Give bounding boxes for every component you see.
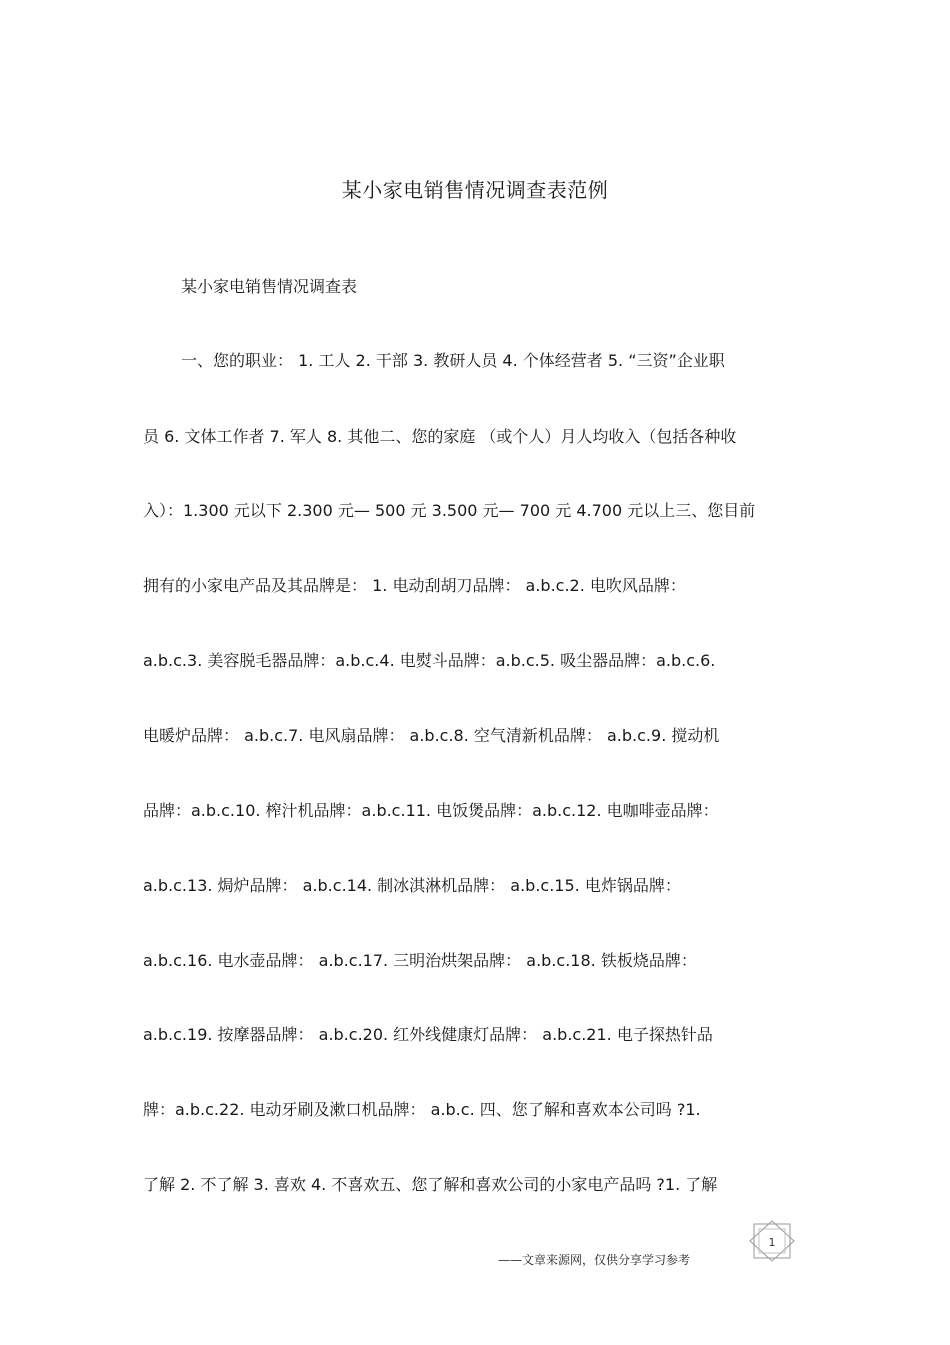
body-line-11: 牌：a.b.c.22. 电动牙刷及漱口机品牌： a.b.c. 四、您了解和喜欢本公司吗 ?1. [143,1100,701,1119]
body-line-1: 一、您的职业： 1. 工人 2. 干部 3. 教研人员 4. 个体经营者 5. “三资”企业职 [181,351,725,370]
footer-note: ——文章来源网，仅供分享学习参考 [498,1253,691,1267]
body-line-7: 品牌：a.b.c.10. 榨汁机品牌：a.b.c.11. 电饭煲品牌：a.b.c.12. 电咖啡壶品牌： [143,801,719,820]
body-line-10: a.b.c.19. 按摩器品牌： a.b.c.20. 红外线健康灯品牌： a.b.c.21. 电子探热针品 [143,1025,713,1044]
body-line-3: 入）：1.300 元以下 2.300 元— 500 元 3.500 元— 700 元 4.700 元以上三、您目前 [143,501,756,520]
body-line-4: 拥有的小家电产品及其品牌是： 1. 电动刮胡刀品牌： a.b.c.2. 电吹风品牌： [143,576,686,595]
body-line-12: 了解 2. 不了解 3. 喜欢 4. 不喜欢五、您了解和喜欢公司的小家电产品吗 ?1. 了解 [143,1175,718,1194]
document-title: 某小家电销售情况调查表范例 [341,178,609,202]
body-line-9: a.b.c.16. 电水壶品牌： a.b.c.17. 三明治烘架品牌： a.b.c.18. 铁板烧品牌： [143,951,697,970]
document-subtitle: 某小家电销售情况调查表 [181,277,358,296]
body-line-8: a.b.c.13. 焗炉品牌： a.b.c.14. 制冰淇淋机品牌： a.b.c.15. 电炸锅品牌： [143,876,681,895]
body-line-6: 电暖炉品牌： a.b.c.7. 电风扇品牌： a.b.c.8. 空气清新机品牌： a.b.c.9. 搅动机 [143,726,720,745]
page-number: 1 [768,1236,776,1249]
body-line-5: a.b.c.3. 美容脱毛器品牌：a.b.c.4. 电熨斗品牌：a.b.c.5. 吸尘器品牌：a.b.c.6. [143,651,716,670]
body-line-2: 员 6. 文体工作者 7. 军人 8. 其他二、您的家庭 （或个人）月人均收入（包括各种收 [143,427,737,446]
